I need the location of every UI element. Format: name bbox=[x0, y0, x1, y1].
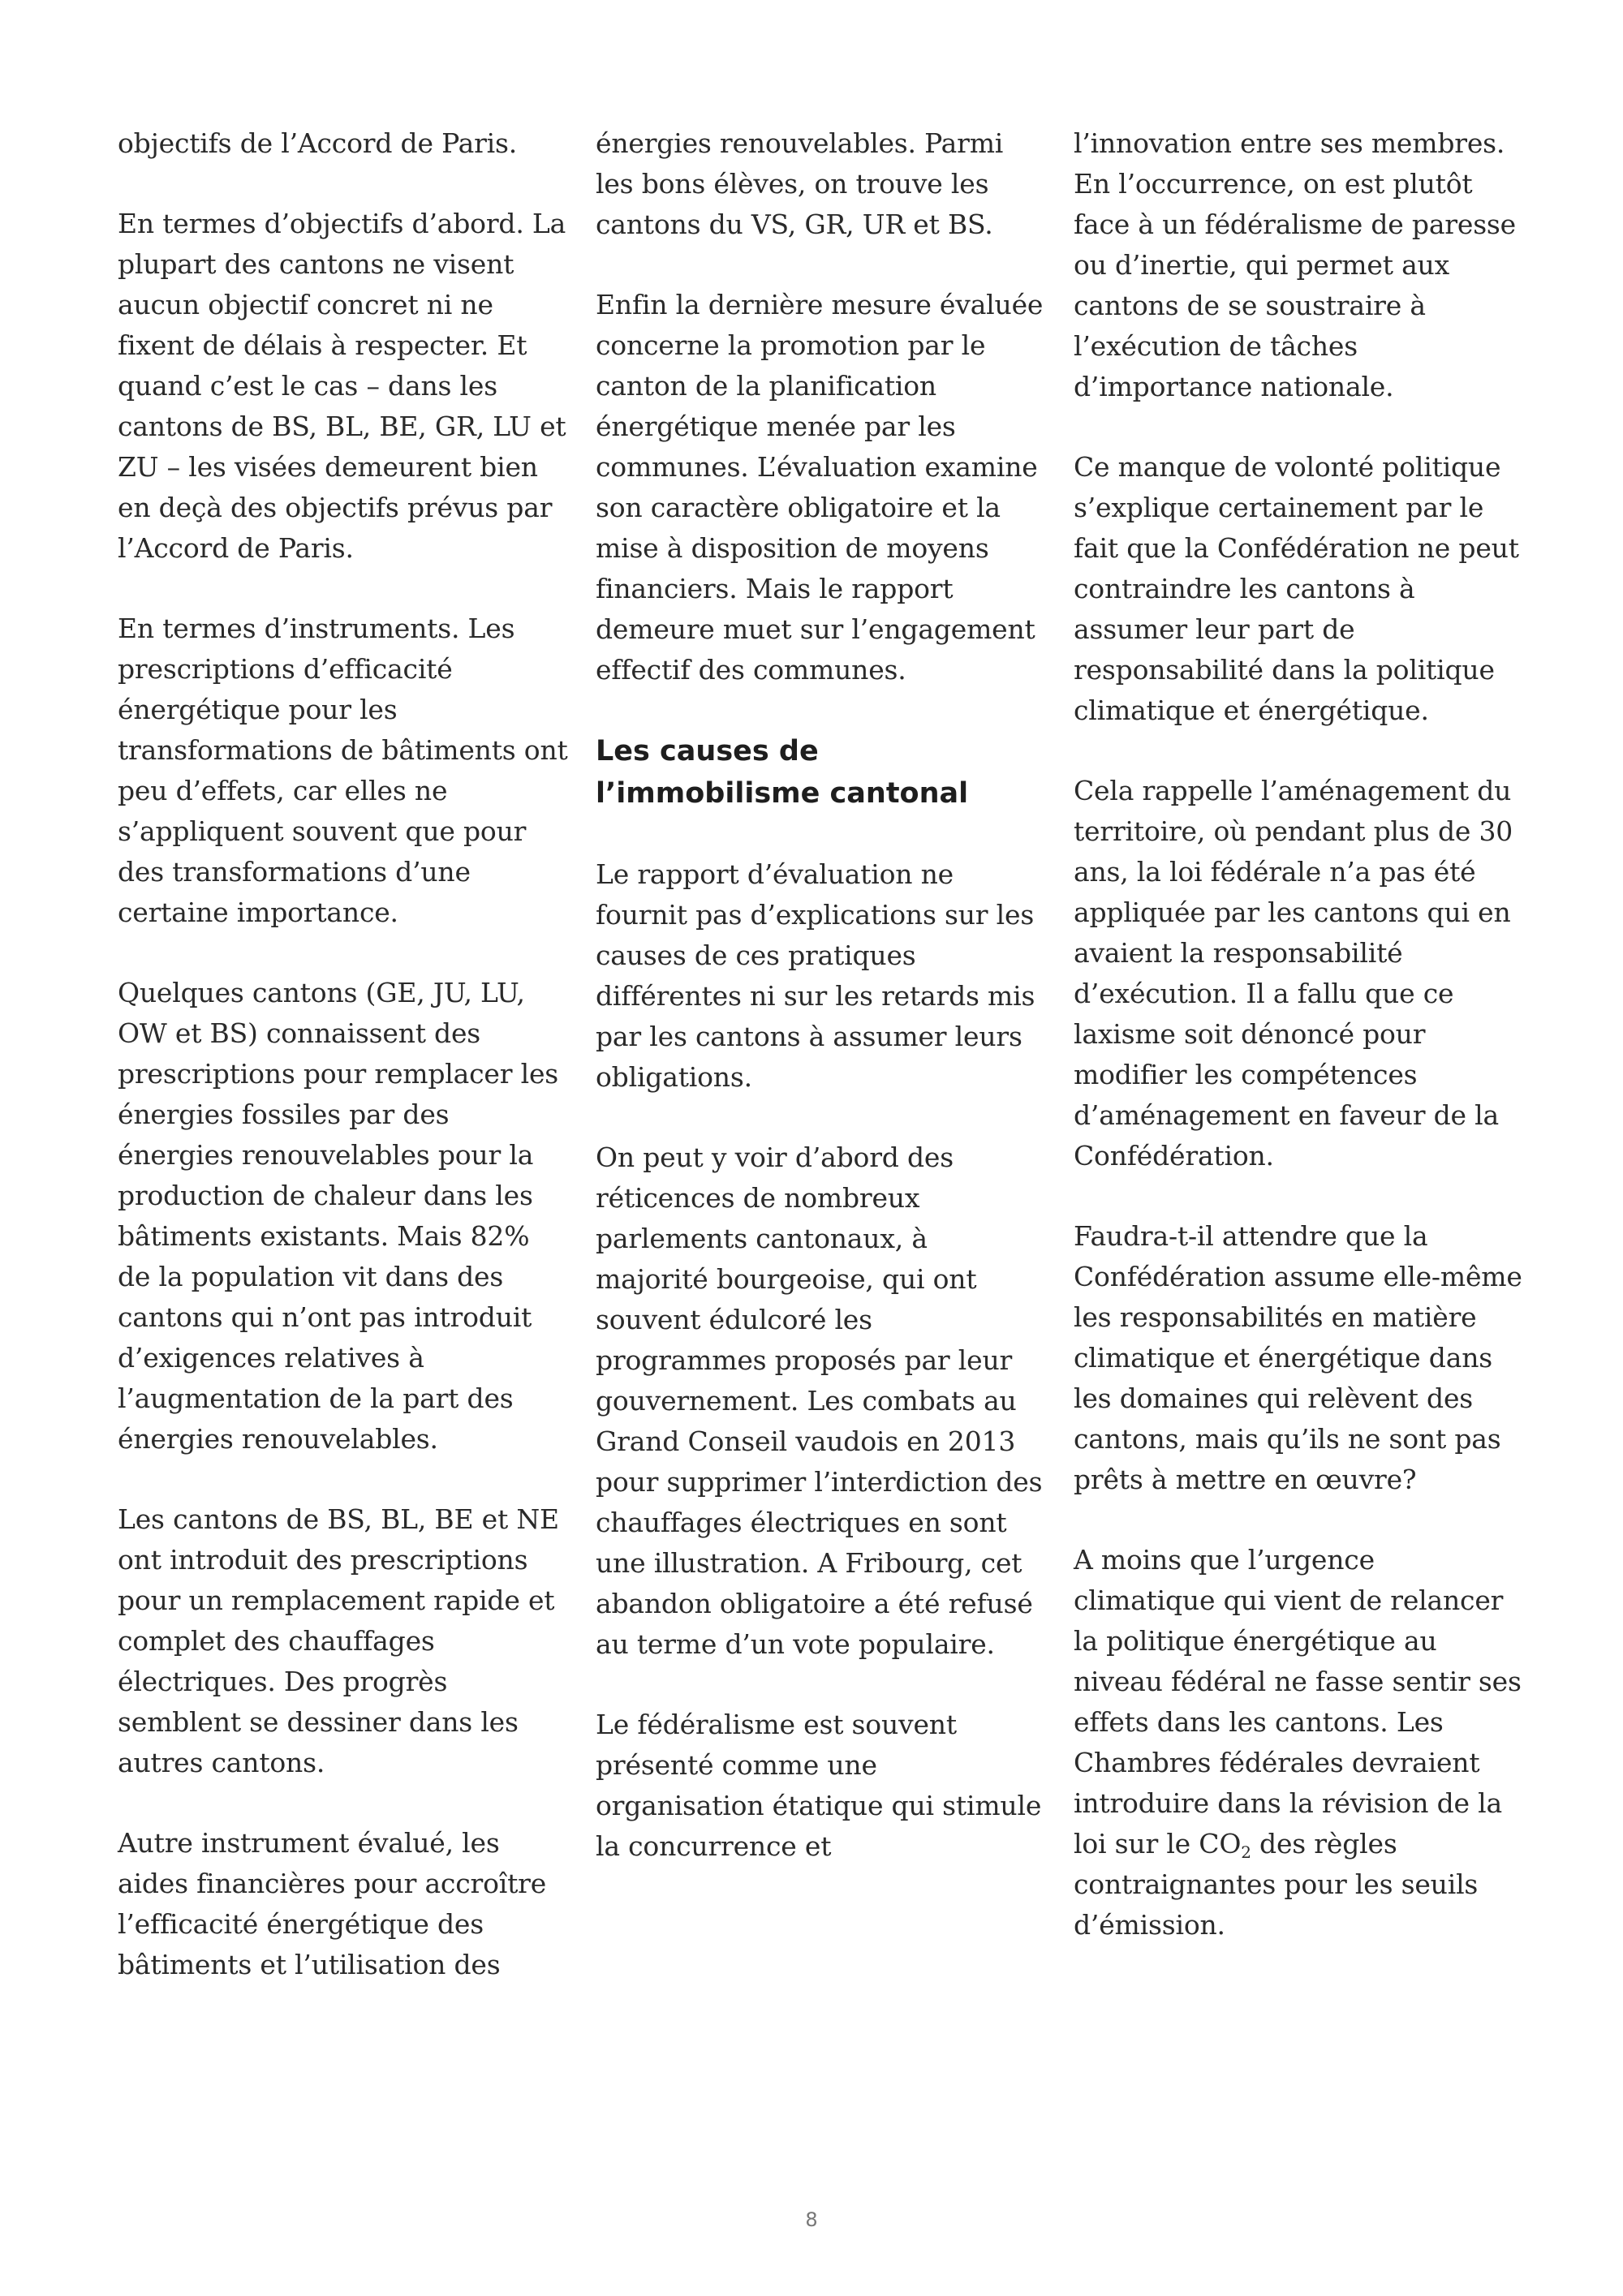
paragraph: énergies renouvelables. Parmi les bons élèves, on trouve les cantons du VS, GR, UR et BS. bbox=[596, 127, 1004, 240]
paragraph: Quelques cantons (GE, JU, LU, OW et BS) connaissent des prescriptions pour remplacer les énergies fossiles par des énergies renouvelables pour la production de chaleur dans les bâtiments existants. Mais 82% de la population vit dans des cantons qui n’ont pas introduit d’exigences relatives à l’augmentation de la part des énergies renouvelables. bbox=[118, 977, 559, 1455]
paragraph: Le fédéralisme est souvent présenté comme une organisation étatique qui stimule la concurrence et bbox=[596, 1709, 1042, 1862]
paragraph: Le rapport d’évaluation ne fournit pas d’explications sur les causes de ces pratiques différentes ni sur les retards mis par les cantons à assumer leurs obligations. bbox=[596, 858, 1035, 1093]
paragraph: Enfin la dernière mesure évaluée concerne la promotion par le canton de la planification énergétique menée par les communes. L’évaluation examine son caractère obligatoire et la mise à disposition de moyens financiers. Mais le rapport demeure muet sur l’engagement effectif des communes. bbox=[596, 289, 1044, 686]
page-number: 8 bbox=[805, 2208, 818, 2231]
paragraph: En termes d’objectifs d’abord. La plupart des cantons ne visent aucun objectif concret ni ne fixent de délais à respecter. Et quand c’est le cas – dans les cantons de BS, BL, BE, GR, LU et ZU – les visées demeurent bien en deçà des objectifs prévus par l’Accord de Paris. bbox=[118, 208, 566, 564]
paragraph: Autre instrument évalué, les aides financières pour accroître l’efficacité énergétique des bâtiments et l’utilisation des bbox=[118, 1827, 547, 1980]
text-column-1 bbox=[118, 123, 568, 2025]
paragraph: Cela rappelle l’aménagement du territoire, où pendant plus de 30 ans, la loi fédérale n’a pas été appliquée par les cantons qui en avaient la responsabilité d’exécution. Il a fallu que ce laxisme soit dénoncé pour modifier les compétences d’aménagement en faveur de la Confédération. bbox=[1074, 775, 1513, 1172]
paragraph: Les cantons de BS, BL, BE et NE ont introduit des prescriptions pour un remplacement rapide et complet des chauffages électriques. Des progrès semblent se dessiner dans les autres cantons. bbox=[118, 1503, 559, 1778]
section-heading bbox=[596, 730, 1046, 815]
paragraph: Faudra-t-il attendre que la Confédération assume elle-même les responsabilités en matière climatique et énergétique dans les domaines qui relèvent des cantons, mais qu’ils ne sont pas prêts à mettre en œuvre? bbox=[1074, 1220, 1522, 1495]
paragraph: objectifs de l’Accord de Paris. bbox=[118, 127, 518, 159]
paragraph: Ce manque de volonté politique s’explique certainement par le fait que la Confédération ne peut contraindre les cantons à assumer leur part de responsabilité dans la politique climatique et énergétique. bbox=[1074, 451, 1519, 726]
paragraph: En termes d’instruments. Les prescriptions d’efficacité énergétique pour les transformations de bâtiments ont peu d’effets, car elles ne s’appliquent souvent que pour des transformations d’une certaine importance. bbox=[118, 613, 568, 928]
paragraph bbox=[1074, 1540, 1524, 1946]
paragraph: l’innovation entre ses membres. En l’occurrence, on est plutôt face à un fédéralisme de paresse ou d’inertie, qui permet aux cantons de se soustraire à l’exécution de tâches d’importance nationale. bbox=[1074, 127, 1516, 402]
section-heading-line: l’immobilisme cantonal bbox=[596, 777, 969, 810]
subscript: 2 bbox=[1241, 1842, 1251, 1862]
paragraph-text: A moins que l’urgence climatique qui vient de relancer la politique énergétique au niveau fédéral ne fasse sentir ses effets dans les cantons. Les Chambres fédérales devraient introduire dans la révision de la loi sur le CO bbox=[1074, 1544, 1522, 1860]
paragraph-text: des règles contraignantes pour les seuils d’émission. bbox=[1074, 1828, 1479, 1941]
text-column-2 bbox=[596, 123, 1046, 1907]
text-column-3 bbox=[1074, 123, 1524, 1985]
paragraph: On peut y voir d’abord des réticences de nombreux parlements cantonaux, à majorité bourgeoise, qui ont souvent édulcoré les programmes proposés par leur gouvernement. Les combats au Grand Conseil vaudois en 2013 pour supprimer l’interdiction des chauffages électriques en sont une illustration. A Fribourg, cet abandon obligatoire a été refusé au terme d’un vote populaire. bbox=[596, 1142, 1043, 1660]
section-heading-line: Les causes de bbox=[596, 735, 819, 767]
